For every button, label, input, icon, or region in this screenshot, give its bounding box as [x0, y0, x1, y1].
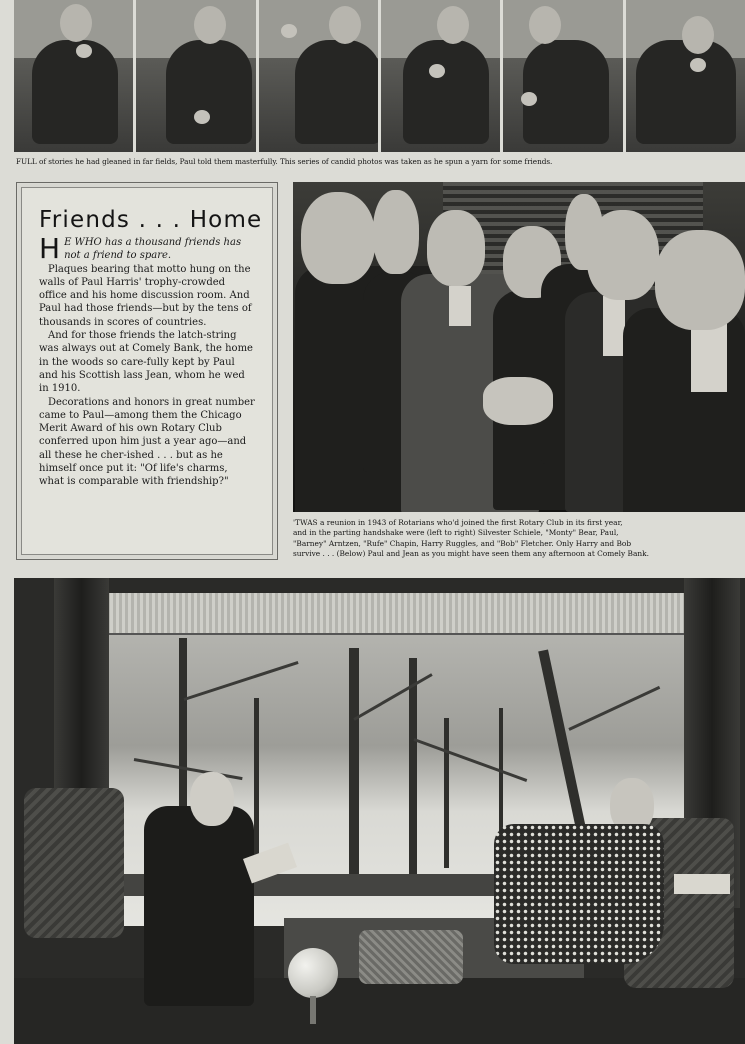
candid-photo-6 — [626, 0, 745, 152]
comely-bank-photo — [14, 578, 745, 1044]
article-lead-text: E WHO has a thousand friends has not a friend to spare. — [64, 237, 242, 262]
globe — [288, 948, 338, 998]
candid-photo-3 — [259, 0, 378, 152]
candid-photo-2 — [136, 0, 255, 152]
article-headline: Friends . . . Home — [39, 207, 263, 233]
reunion-photo — [293, 182, 745, 512]
article-textbox — [16, 182, 278, 560]
handshake — [483, 377, 553, 425]
paul-armchair — [24, 788, 124, 938]
reunion-caption-line-2: and in the parting handshake were (left to right) Silvester Schiele, "Monty" Bear, Paul, — [293, 528, 619, 538]
candid-photo-4 — [381, 0, 500, 152]
candid-photo-strip — [14, 0, 745, 152]
window-awning — [104, 593, 704, 635]
article-body — [39, 232, 255, 489]
candid-photo-caption: FULL of stories he had gleaned in far fields, Paul told them masterfully. This series of candid photos was taken as he spun a yarn for some friends. — [16, 157, 553, 166]
article-paragraph-3: Decorations and honors in great number came to Paul—among them the Chicago Merit Award of his own Rotary Club conferred upon him just a year ago—and all these he cher-ished . . . but as he himself once put it: "Of life's charms, what is comparable with friendship?" — [39, 396, 255, 488]
reunion-caption-line-4: survive . . . (Below) Paul and Jean as you might have seen them any afternoon at Comely Bank. — [293, 549, 649, 559]
pillow — [359, 930, 463, 984]
reunion-caption-line-3: "Barney" Arntzen, "Rufe" Chapin, Harry Ruggles, and "Bob" Fletcher. Only Harry and Bob — [293, 538, 632, 548]
reunion-caption-line-1: 'TWAS a reunion in 1943 of Rotarians who'd joined the first Rotary Club in its first year, — [293, 518, 623, 527]
candid-photo-5 — [503, 0, 622, 152]
drop-cap: H — [39, 232, 61, 265]
reunion-caption — [293, 518, 745, 560]
article-lead — [39, 232, 255, 265]
article-paragraph-1: Plaques bearing that motto hung on the walls of Paul Harris' trophy-crowded office and his home discussion room. And Paul had those friends—but by the tens of thousands in scores of countries. — [39, 263, 252, 328]
article-paragraph-2: And for those friends the latch-string was always out at Comely Bank, the home in the woods so care-fully kept by Paul and his Scottish lass Jean, whom he wed in 1910. — [39, 330, 253, 395]
jean-books — [674, 874, 730, 894]
candid-photo-1 — [14, 0, 133, 152]
jean-dress — [494, 824, 664, 964]
